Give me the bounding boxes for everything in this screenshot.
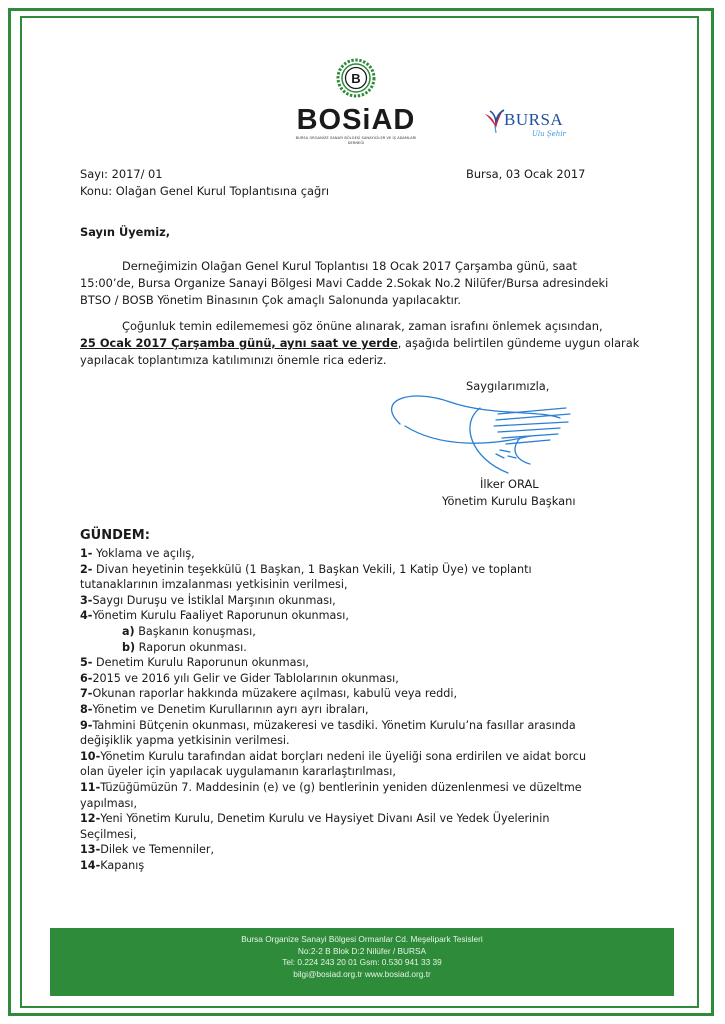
agenda-title: GÜNDEM:	[80, 528, 150, 543]
agenda-item	[80, 593, 586, 609]
agenda-item	[80, 640, 586, 656]
handwritten-signature	[380, 388, 590, 478]
agenda-item-text: tutanaklarının imzalanması yetkisinin verilmesi,	[80, 578, 348, 592]
agenda-item	[80, 655, 586, 671]
agenda-item-number: 14-	[80, 858, 101, 872]
bursa-wordmark: BURSA	[504, 110, 564, 129]
agenda-item	[80, 858, 586, 874]
agenda-item-number: 13-	[80, 843, 101, 857]
agenda-item-text: Seçilmesi,	[80, 827, 137, 841]
agenda-item-text: Kapanış	[100, 858, 145, 872]
agenda-item	[80, 749, 586, 765]
agenda-item	[80, 842, 586, 858]
bursa-logo	[482, 108, 592, 148]
bursa-tagline: Ulu Şehir	[532, 130, 566, 138]
agenda-list	[80, 546, 586, 873]
agenda-item-text: olan üyeler için yapılacak uygulamanın kararlaştırılması,	[80, 765, 396, 779]
agenda-item	[80, 686, 586, 702]
agenda-item-number: 2-	[80, 562, 93, 576]
agenda-item-text: Divan heyetinin teşekkülü (1 Başkan, 1 Başkan Vekili, 1 Katip Üye) ve toplantı	[92, 562, 532, 576]
agenda-item-text: Okunan raporlar hakkında müzakere açılması, kabulü veya reddi,	[92, 687, 458, 701]
agenda-item	[80, 811, 586, 827]
agenda-item	[80, 702, 586, 718]
agenda-item-text: Raporun okunması.	[135, 640, 247, 654]
paragraph2-line2-rest: , aşağıda belirtilen gündeme uygun olarak	[397, 336, 640, 350]
brand-name: BOSiAD	[296, 104, 416, 136]
agenda-item-number: 7-	[80, 687, 93, 701]
agenda-item-number: 3-	[80, 593, 93, 607]
agenda-item-text: Yeni Yönetim Kurulu, Denetim Kurulu ve Haysiyet Divanı Asil ve Yedek Üyelerinin	[100, 812, 550, 826]
agenda-item	[80, 671, 586, 687]
agenda-item-number: b)	[122, 640, 136, 654]
paragraph2-line3: yapılacak toplantımıza katılımınızı önemle rica ederiz.	[80, 353, 387, 367]
agenda-item	[80, 562, 586, 578]
agenda-item	[80, 796, 586, 812]
document-subject: Konu: Olağan Genel Kurul Toplantısına çağrı	[80, 184, 330, 198]
signer-title: Yönetim Kurulu Başkanı	[442, 494, 576, 508]
agenda-item	[80, 608, 586, 624]
footer-email-web: bilgi@bosiad.org.tr www.bosiad.org.tr	[293, 968, 431, 979]
agenda-item-number: 9-	[80, 718, 93, 732]
agenda-item	[80, 624, 586, 640]
agenda-item-text: Saygı Duruşu ve İstiklal Marşının okunması,	[92, 593, 336, 607]
footer-address: Bursa Organize Sanayi Bölgesi Ormanlar Cd. Meşelipark Tesisleri	[241, 934, 483, 944]
agenda-item-text: yapılması,	[80, 796, 138, 810]
agenda-item-text: Yönetim Kurulu tarafından aidat borçları nedeni ile üyeliği sona erdirilen ve aidat borcu	[100, 749, 587, 763]
salutation: Sayın Üyemiz,	[80, 225, 171, 239]
agenda-item	[80, 764, 586, 780]
agenda-item-number: 1-	[80, 547, 93, 560]
signer-name: İlker ORAL	[480, 477, 539, 491]
agenda-item-text: Dilek ve Temenniler,	[100, 843, 215, 857]
paragraph2-line1: Çoğunluk temin edilememesi göz önüne alınarak, zaman israfını önlemek açısından,	[122, 319, 603, 333]
agenda-item-number: 5-	[80, 656, 93, 670]
agenda-item-number: 4-	[80, 609, 93, 623]
agenda-item-number: 12-	[80, 812, 101, 826]
paragraph1-line1: Derneğimizin Olağan Genel Kurul Toplantısı 18 Ocak 2017 Çarşamba günü, saat	[122, 259, 577, 273]
agenda-item	[80, 546, 586, 562]
agenda-item-text: Yoklama ve açılış,	[92, 547, 195, 560]
agenda-item	[80, 780, 586, 796]
paragraph1-line2: 15:00’de, Bursa Organize Sanayi Bölgesi Mavi Cadde 2.Sokak No.2 Nilüfer/Bursa adresindeki	[80, 276, 609, 290]
agenda-item-text: Yönetim Kurulu Faaliyet Raporunun okunması,	[92, 609, 349, 623]
paragraph1-line3: BTSO / BOSB Yönetim Binasının Çok amaçlı Salonunda yapılacaktır.	[80, 293, 462, 307]
agenda-item-text: Denetim Kurulu Raporunun okunması,	[92, 656, 309, 670]
place-date: Bursa, 03 Ocak 2017	[466, 167, 586, 181]
brand-subtitle: BURSA ORGANİZE SANAYİ BÖLGESİ SANAYİCİLER VE İŞ ADAMLARI DERNEĞİ	[295, 136, 417, 145]
agenda-item-text: 2015 ve 2016 yılı Gelir ve Gider Tablolarının okunması,	[92, 671, 399, 685]
footer-phone: Tel: 0.224 243 20 01 Gsm: 0.530 941 33 39	[282, 957, 442, 967]
seal-letter: B	[351, 71, 361, 86]
agenda-item	[80, 577, 586, 593]
agenda-item-number: 11-	[80, 780, 101, 794]
agenda-item-text: Tüzüğümüzün 7. Maddesinin (e) ve (g) bentlerinin yeniden düzenlenmesi ve düzeltme	[100, 780, 582, 794]
agenda-item	[80, 718, 586, 734]
footer-address-bar	[50, 928, 674, 996]
agenda-item-number: 10-	[80, 749, 101, 763]
agenda-item	[80, 733, 586, 749]
agenda-item-number: 6-	[80, 671, 93, 685]
agenda-item-text: değişiklik yapma yetkisinin verilmesi.	[80, 734, 290, 748]
bosiad-logo	[288, 58, 424, 146]
footer-address-detail: No:2-2 B Blok D:2 Nilüfer / BURSA	[297, 945, 427, 956]
paragraph2-line2	[80, 335, 639, 351]
closing: Saygılarımızla,	[466, 379, 550, 393]
agenda-item-text: Tahmini Bütçenin okunması, müzakeresi ve tasdiki. Yönetim Kurulu’na fasıllar arasında	[92, 718, 576, 732]
agenda-item	[80, 827, 586, 843]
bosiad-seal-icon	[336, 58, 376, 98]
document-number: Sayı: 2017/ 01	[80, 167, 163, 181]
agenda-item-text: Başkanın konuşması,	[134, 624, 256, 638]
new-meeting-date: 25 Ocak 2017 Çarşamba günü, aynı saat ve yerde	[80, 336, 398, 350]
agenda-item-text: Yönetim ve Denetim Kurullarının ayrı ayrı ibraları,	[92, 702, 369, 716]
agenda-item-number: a)	[122, 624, 135, 638]
agenda-item-number: 8-	[80, 702, 93, 716]
